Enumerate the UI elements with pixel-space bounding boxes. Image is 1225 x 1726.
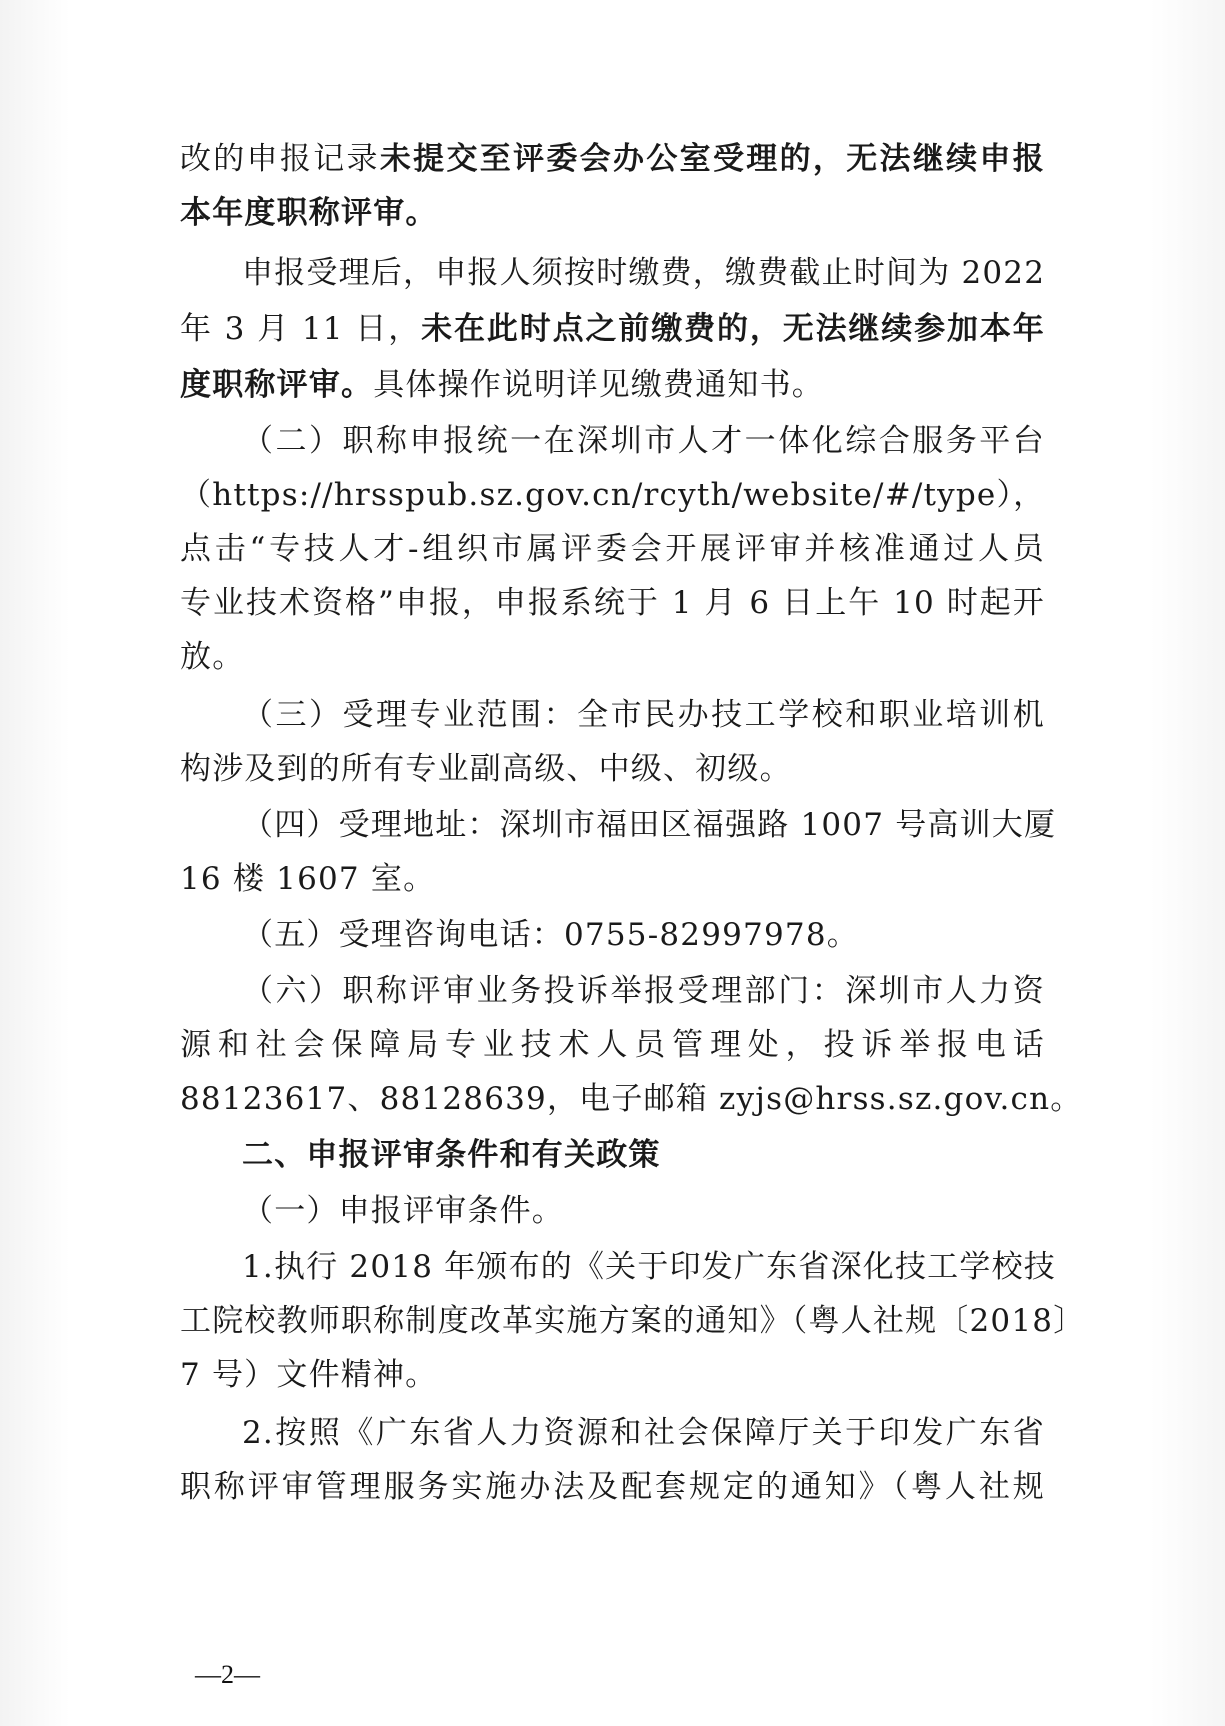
bold-text-run: 本年度职称评审。 (180, 195, 438, 231)
text-line (242, 908, 1045, 962)
text-run: （一）申报评审条件。 (242, 1193, 564, 1229)
text-run: （四）受理地址：深圳市福田区福强路 1007 号高训大厦 (242, 807, 1057, 843)
heading-text: 二、申报评审条件和有关政策 (242, 1137, 661, 1173)
text-run: 源和社会保障局专业技术人员管理处，投诉举报电话 (180, 1027, 1045, 1063)
bold-text-run: 未提交至评委会办公室受理的，无法继续申报 (379, 141, 1045, 177)
text-run: 工院校教师职称制度改革实施方案的通知》（粤人社规〔2018〕 (180, 1303, 1086, 1339)
text-run: 专业技术资格”申报，申报系统于 1 月 6 日上午 10 时起开 (180, 585, 1045, 621)
text-line (242, 414, 1045, 468)
text-run: 申报受理后，申报人须按时缴费，缴费截止时间为 2022 (242, 255, 1046, 291)
text-line (180, 742, 1045, 796)
text-line (242, 798, 1057, 852)
section-heading (242, 1128, 1045, 1182)
text-line (180, 1018, 1045, 1072)
text-run: （三）受理专业范围：全市民办技工学校和职业培训机 (242, 697, 1045, 733)
text-run: （五）受理咨询电话：0755-82997978。 (242, 917, 859, 953)
text-line (242, 688, 1045, 742)
text-run: 88123617、88128639，电子邮箱 zyjs@hrss.sz.gov.cn。 (180, 1081, 1083, 1117)
text-run: 点击“专技人才-组织市属评委会开展评审并核准通过人员 (180, 531, 1045, 567)
text-run: （六）职称评审业务投诉举报受理部门：深圳市人力资 (242, 973, 1045, 1009)
text-line (180, 132, 1045, 186)
text-line (180, 852, 1045, 906)
text-run: 年 3 月 11 日， (180, 311, 422, 347)
text-run: 放。 (180, 639, 245, 675)
text-line (242, 1240, 1056, 1294)
text-run: 构涉及到的所有专业副高级、中级、初级。 (180, 751, 792, 787)
text-run: 1.执行 2018 年颁布的《关于印发广东省深化技工学校技 (242, 1249, 1056, 1285)
text-line (180, 468, 1045, 522)
text-line (242, 1406, 1045, 1460)
text-run: 职称评审管理服务实施办法及配套规定的通知》（粤人社规 (180, 1469, 1045, 1505)
text-run: （二）职称申报统一在深圳市人才一体化综合服务平台 (242, 423, 1045, 459)
text-line (180, 358, 1045, 412)
text-run: 改的申报记录 (180, 141, 380, 177)
text-line (180, 186, 1045, 240)
text-line (180, 1294, 1086, 1348)
text-line (180, 630, 1045, 684)
text-run: 2.按照《广东省人力资源和社会保障厅关于印发广东省 (242, 1415, 1045, 1451)
text-line (180, 576, 1045, 630)
bold-text-run: 度职称评审。 (180, 367, 374, 403)
text-line (180, 522, 1045, 576)
page-number: —2— (195, 1660, 260, 1689)
text-run: 具体操作说明详见缴费通知书。 (373, 367, 825, 403)
bold-text-run: 未在此时点之前缴费的，无法继续参加本年 (421, 311, 1045, 347)
text-line (180, 1348, 1045, 1402)
text-line (180, 1460, 1045, 1514)
subsection-heading (242, 1184, 1045, 1238)
text-line (180, 302, 1045, 356)
text-run: 16 楼 1607 室。 (180, 861, 436, 897)
text-line (242, 964, 1045, 1018)
text-run: 7 号）文件精神。 (180, 1357, 438, 1393)
text-run: （https://hrsspub.sz.gov.cn/rcyth/website/#/type）， (180, 477, 1046, 513)
text-line (180, 1072, 1083, 1126)
text-line (242, 246, 1045, 300)
